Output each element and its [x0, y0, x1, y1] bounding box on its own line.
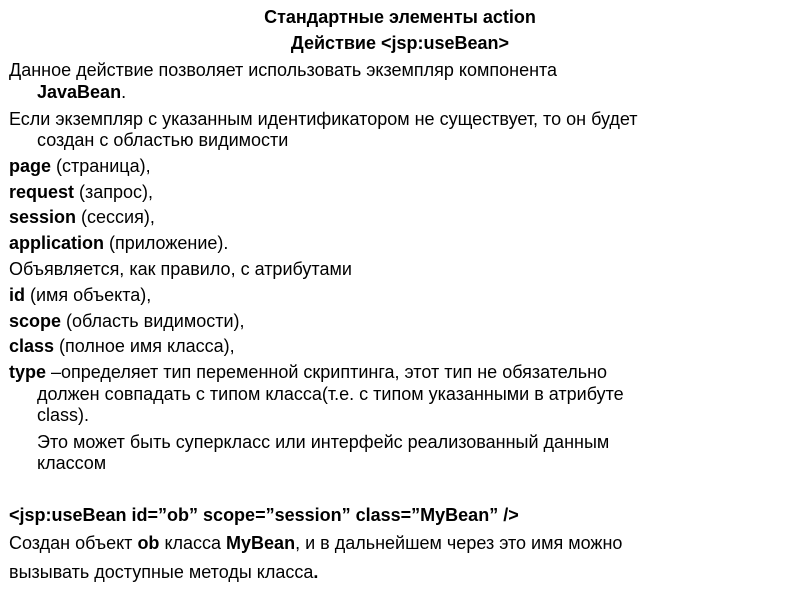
attr-name: type — [9, 362, 47, 382]
attr-class — [9, 336, 794, 356]
intro-line-1: Данное действие позволяет использовать экземпляр компонента — [9, 60, 558, 80]
superclass-line-2: классом — [37, 453, 107, 473]
scope-page — [9, 156, 794, 176]
slide-subtitle: Действие <jsp:useBean> — [290, 33, 510, 53]
attr-type-line-2: должен совпадать с типом класса(т.е. с типом указанными в атрибуте — [37, 384, 624, 404]
superclass-line-1: Это может быть суперкласс или интерфейс реализованный данным — [37, 432, 610, 452]
scope-name: page — [9, 156, 52, 176]
conclusion-line-2 — [9, 562, 794, 582]
conclusion-text: вызывать доступные методы класса — [9, 562, 314, 582]
attr-scope — [9, 311, 794, 331]
example-code: <jsp:useBean id=”ob” scope=”session” class=”MyBean” /> — [9, 505, 519, 525]
javabean-term: JavaBean — [37, 82, 122, 102]
intro-line-2 — [9, 82, 800, 102]
conclusion-end: . — [313, 562, 319, 582]
scope-desc: (страница), — [51, 156, 151, 176]
attr-desc: (имя объекта), — [25, 285, 152, 305]
attr-desc: (область видимости), — [61, 311, 245, 331]
scope-name: application — [9, 233, 105, 253]
conclusion-line-1 — [9, 533, 794, 553]
scope-desc: (запрос), — [74, 182, 154, 202]
conclusion-text: , и в дальнейшем через это имя можно — [295, 533, 623, 553]
attr-desc: –определяет тип переменной скриптинга, этот тип не обязательно — [46, 362, 608, 382]
attr-type-line-1 — [9, 362, 794, 382]
scope-desc: (приложение). — [104, 233, 229, 253]
attributes-intro: Объявляется, как правило, с атрибутами — [9, 259, 352, 279]
creation-line-1: Если экземпляр с указанным идентификатором не существует, то он будет — [9, 109, 638, 129]
scope-name: session — [9, 207, 77, 227]
slide-title: Стандартные элементы action — [264, 7, 536, 27]
attr-name: scope — [9, 311, 62, 331]
scope-desc: (сессия), — [76, 207, 155, 227]
scope-session — [9, 207, 794, 227]
conclusion-text: Создан объект — [9, 533, 138, 553]
attr-desc: (полное имя класса), — [54, 336, 235, 356]
conclusion-text: класса — [159, 533, 227, 553]
attr-type-line-3: class). — [37, 405, 90, 425]
attr-name: id — [9, 285, 25, 305]
object-name: ob — [137, 533, 160, 553]
scope-name: request — [9, 182, 75, 202]
class-name: MyBean — [226, 533, 296, 553]
scope-request — [9, 182, 794, 202]
attr-id — [9, 285, 794, 305]
creation-line-2: создан с областью видимости — [37, 130, 289, 150]
scope-application — [9, 233, 794, 253]
intro-line-2-end: . — [121, 82, 127, 102]
attr-name: class — [9, 336, 55, 356]
